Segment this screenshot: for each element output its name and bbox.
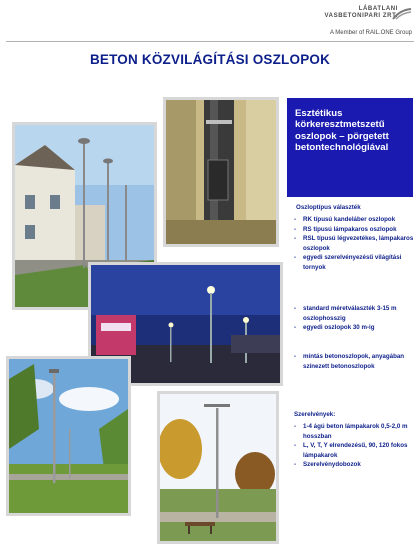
list-item: - standard méretválaszték 3-15 m oszlophosszig bbox=[294, 305, 397, 322]
photo-autumn-lamp bbox=[157, 391, 279, 544]
logo-swoosh-icon bbox=[392, 8, 412, 20]
feature-panel bbox=[287, 98, 413, 197]
logo-line-1: LÁBATLANI bbox=[358, 6, 398, 12]
logo-line-2: VASBETONIPARI ZRT. bbox=[324, 13, 398, 19]
header-divider bbox=[6, 41, 414, 42]
photo-pole-closeup bbox=[163, 97, 279, 247]
list-item: - RK típusú kandeláber oszlopok bbox=[294, 216, 396, 223]
list-item: - RS típusú lámpakaros oszlopok bbox=[294, 225, 397, 233]
types-heading: Oszloptípus választék bbox=[296, 204, 361, 211]
page-title: BETON KÖZVILÁGÍTÁSI OSZLOPOK bbox=[89, 52, 331, 67]
panel-heading: Esztétikus körkeresztmetszetű oszlopok – pörgetett betontechnológiával bbox=[295, 108, 389, 153]
standard-list bbox=[294, 304, 416, 333]
company-logo bbox=[325, 6, 398, 20]
photo-park-lamp bbox=[6, 356, 131, 516]
fixtures-heading: Szerelvények: bbox=[294, 411, 336, 418]
tagline: A Member of RAIL.ONE Group bbox=[329, 30, 412, 36]
list-item: - egyedi szerelvényezésű világítási tornyok bbox=[294, 254, 402, 271]
list-item: - egyedi oszlopok 30 m-ig bbox=[294, 324, 375, 332]
types-list bbox=[294, 215, 414, 273]
list-item: - Szerelvénydobozok bbox=[294, 461, 361, 469]
list-item: - RSL típusú légvezetékes, lámpakaros oszlopok bbox=[294, 235, 414, 252]
list-item: - L, V, T, Y elrendezésű, 90, 120 fokos lámpakarok bbox=[294, 442, 408, 459]
fixtures-list bbox=[294, 422, 416, 470]
extra-list bbox=[294, 352, 416, 371]
list-item: - 1-4 ágú beton lámpakarok 0,5-2,0 m hosszban bbox=[294, 423, 408, 440]
list-item: - mintás betonoszlopok, anyagában színezett betonoszlopok bbox=[294, 353, 405, 370]
